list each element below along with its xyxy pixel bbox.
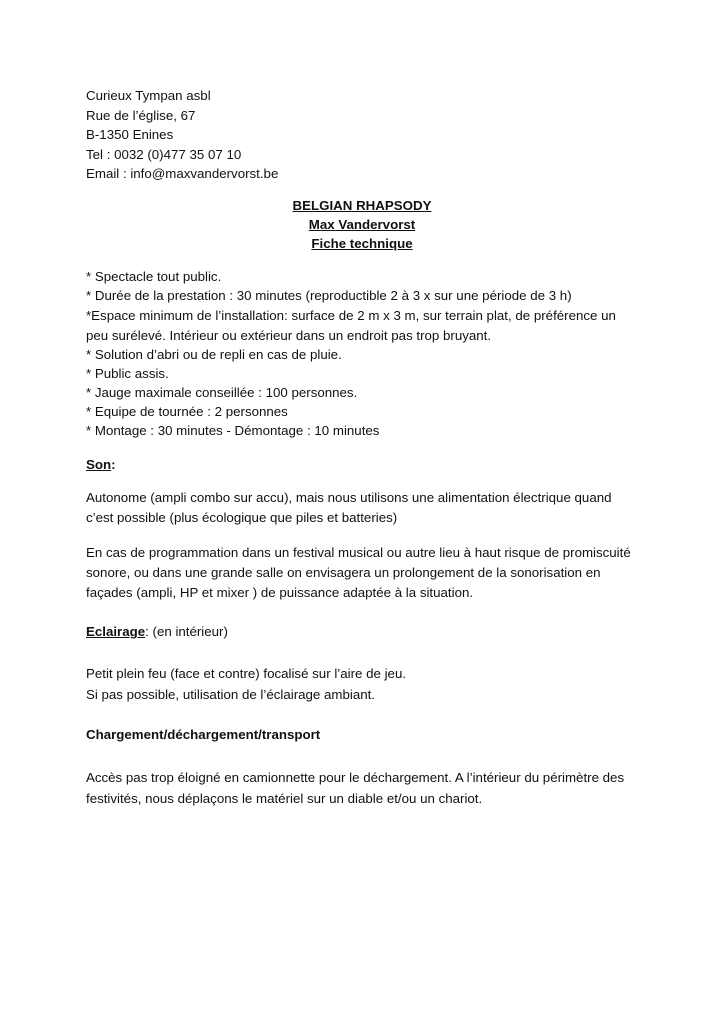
bullet-line: * Equipe de tournée : 2 personnes <box>86 404 288 419</box>
bullet-line: * Jauge maximale conseillée : 100 personnes. <box>86 385 358 400</box>
bullet-line: *Espace minimum de l’installation: surface de 2 m x 3 m, sur terrain plat, de préférence un <box>86 308 616 323</box>
bullet-line: * Spectacle tout public. <box>86 269 222 284</box>
address-line: Curieux Tympan asbl <box>86 88 211 103</box>
son-heading <box>86 455 116 475</box>
eclairage-heading-suffix: : (en intérieur) <box>145 624 228 639</box>
son-paragraph-line: façades (ampli, HP et mixer ) de puissance adaptée à la situation. <box>86 585 474 600</box>
son-paragraph-line: c’est possible (plus écologique que piles et batteries) <box>86 510 398 525</box>
chargement-line: festivités, nous déplaçons le matériel sur un diable et/ou un chariot. <box>86 791 483 806</box>
address-line: Rue de l’église, 67 <box>86 108 196 123</box>
eclairage-heading <box>86 622 228 642</box>
son-paragraph-line: En cas de programmation dans un festival musical ou autre lieu à haut risque de promiscuité <box>86 545 631 560</box>
address-line: Email : info@maxvandervorst.be <box>86 166 279 181</box>
address-line: Tel : 0032 (0)477 35 07 10 <box>86 147 242 162</box>
bullet-line: * Public assis. <box>86 366 169 381</box>
chargement-line: Accès pas trop éloigné en camionnette pour le déchargement. A l’intérieur du périmètre des <box>86 770 625 785</box>
title-line: Max Vandervorst <box>308 217 416 232</box>
chargement-heading: Chargement/déchargement/transport <box>86 727 321 742</box>
son-heading-colon: : <box>111 457 116 472</box>
eclairage-line: Si pas possible, utilisation de l’éclairage ambiant. <box>86 687 375 702</box>
address-line: B-1350 Enines <box>86 127 174 142</box>
eclairage-heading-text: Eclairage <box>86 624 146 639</box>
bullet-line: * Durée de la prestation : 30 minutes (reproductible 2 à 3 x sur une période de 3 h) <box>86 288 572 303</box>
son-heading-text: Son <box>86 457 112 472</box>
son-paragraph-line: Autonome (ampli combo sur accu), mais nous utilisons une alimentation électrique quand <box>86 490 612 505</box>
bullet-line: peu surélevé. Intérieur ou extérieur dans un endroit pas trop bruyant. <box>86 328 492 343</box>
bullet-line: * Montage : 30 minutes - Démontage : 10 minutes <box>86 423 380 438</box>
eclairage-line: Petit plein feu (face et contre) focalisé sur l’aire de jeu. <box>86 666 407 681</box>
title-line: BELGIAN RHAPSODY <box>292 198 432 213</box>
title-line: Fiche technique <box>311 236 413 251</box>
son-paragraph-line: sonore, ou dans une grande salle on envisagera un prolongement de la sonorisation en <box>86 565 601 580</box>
bullet-line: * Solution d’abri ou de repli en cas de pluie. <box>86 347 342 362</box>
